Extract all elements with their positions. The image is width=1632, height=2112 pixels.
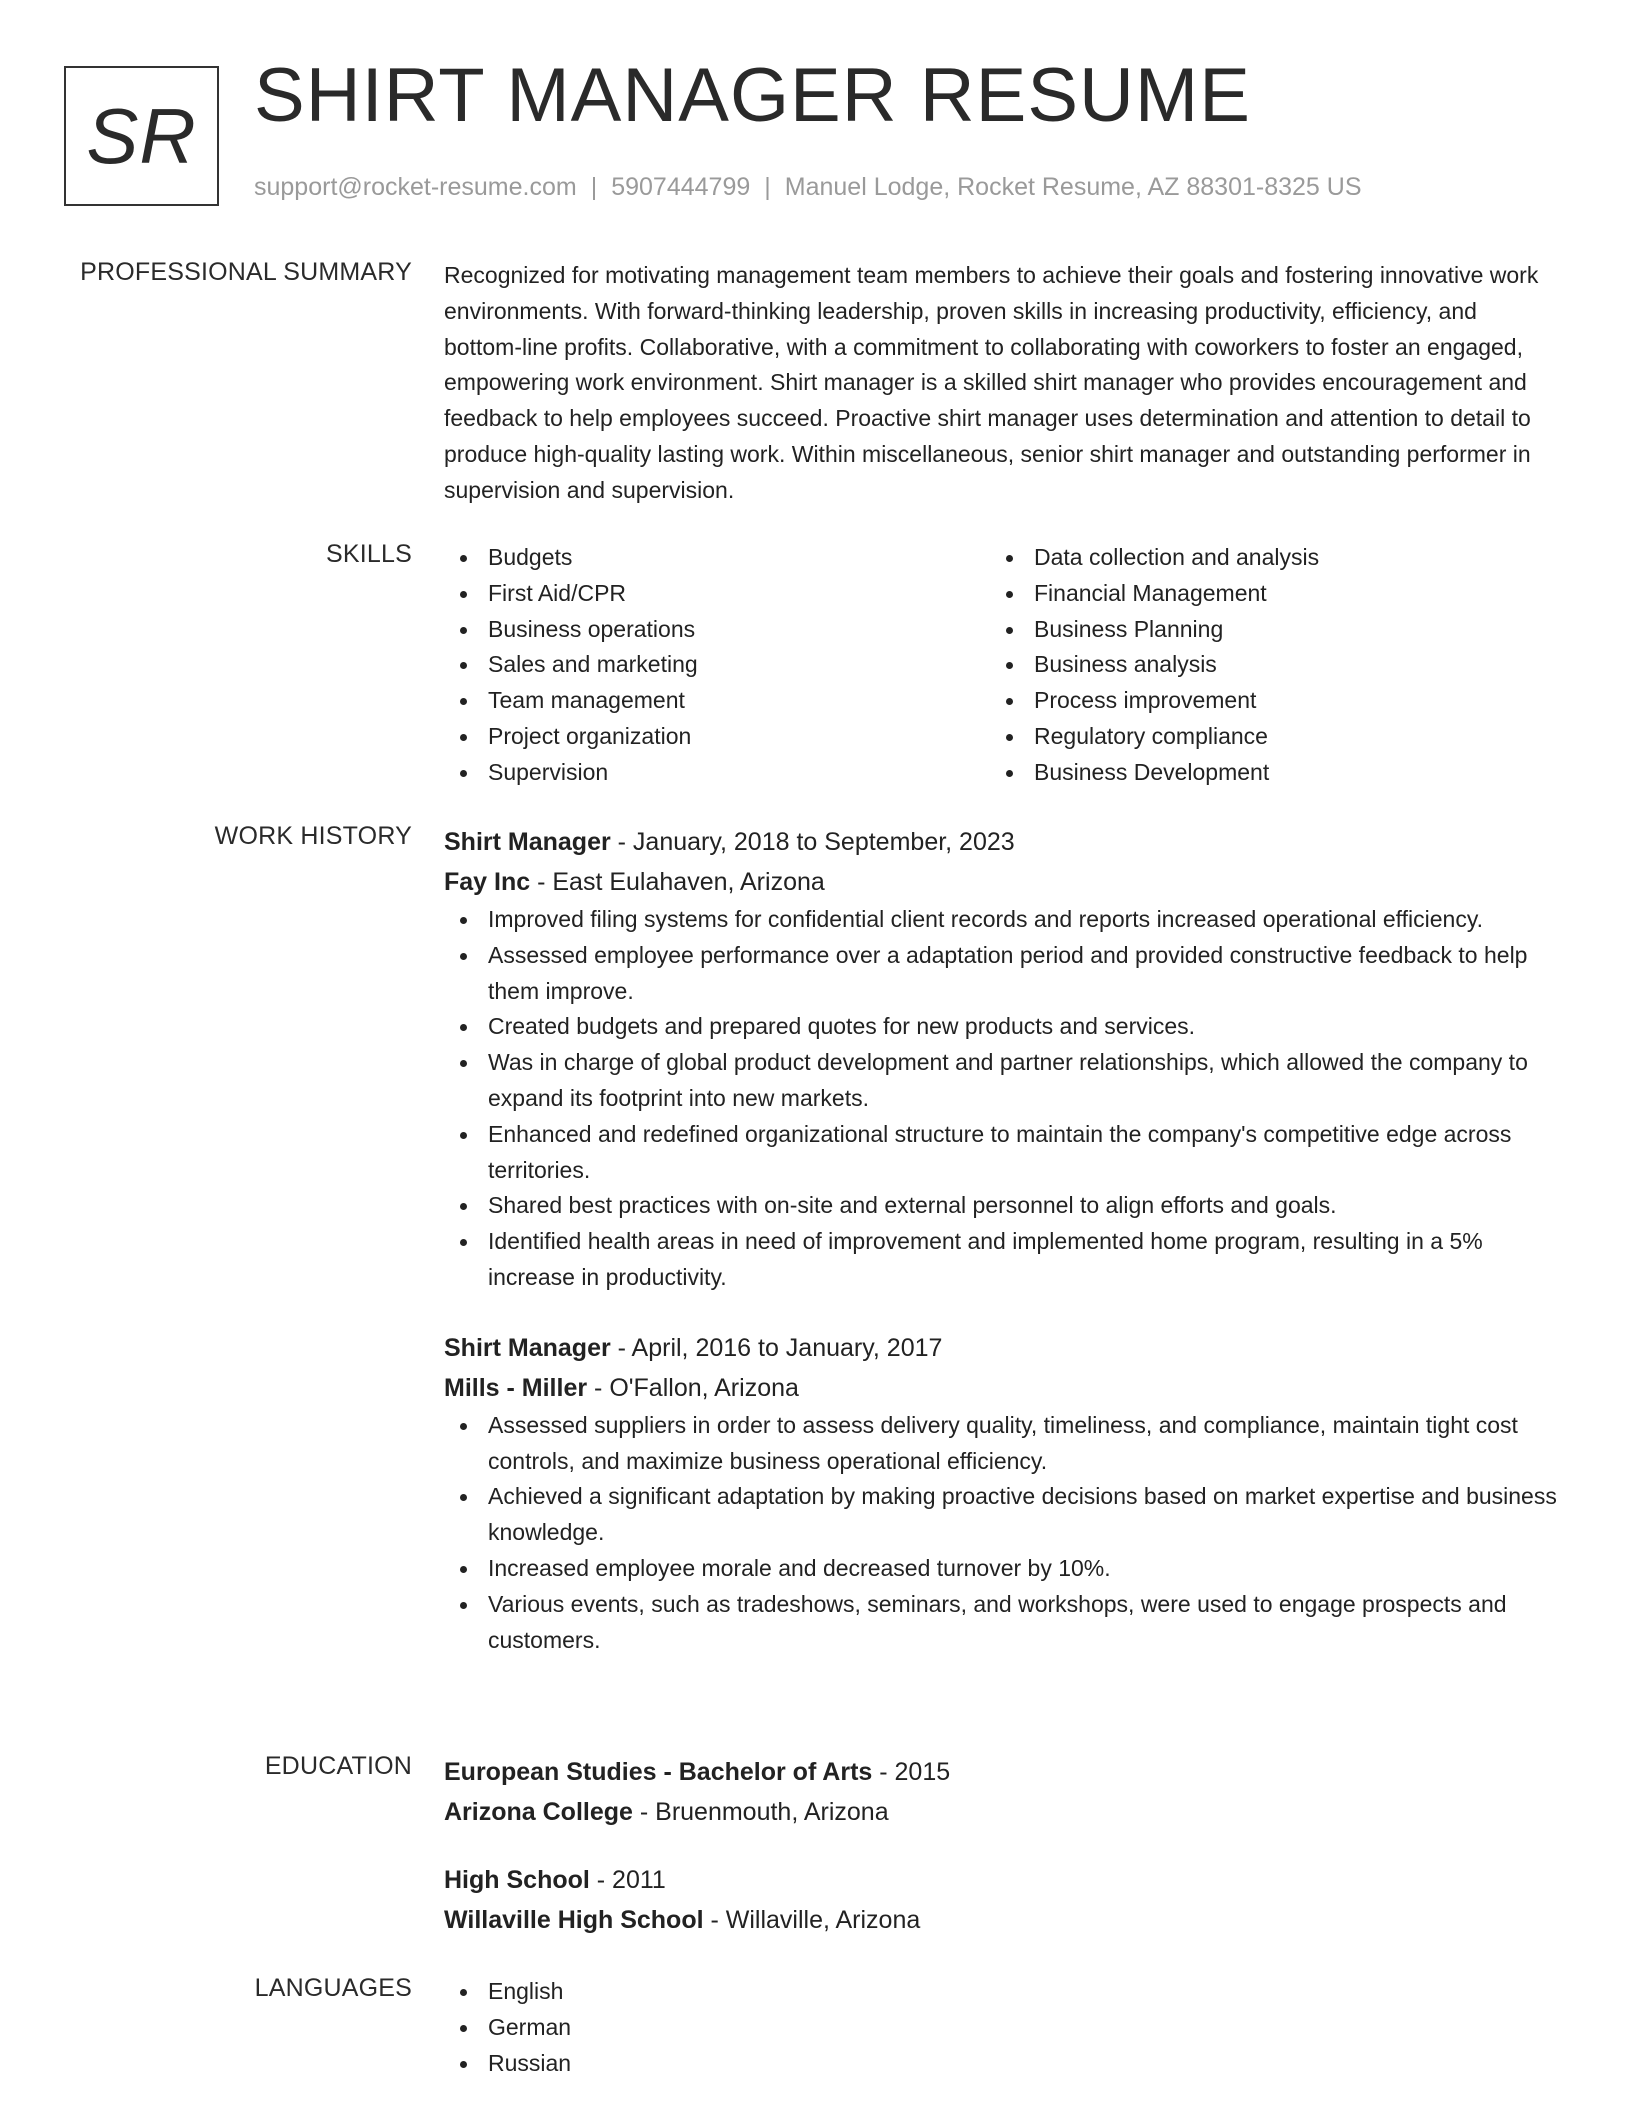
education-year: 2011 <box>612 1866 666 1894</box>
job-bullet: Enhanced and redefined organizational structure to maintain the company's competitive edge across territories. <box>444 1117 1559 1189</box>
skill-item: Financial Management <box>990 576 1536 612</box>
job-company: Mills - Miller <box>444 1373 588 1402</box>
contact-address: Manuel Lodge, Rocket Resume, AZ 88301-8325 US <box>784 173 1362 201</box>
education-school-line: Arizona College - Bruenmouth, Arizona <box>444 1798 889 1826</box>
job-title-line: Shirt Manager - January, 2018 to September, 2023 <box>444 828 1015 856</box>
job-dates: April, 2016 to January, 2017 <box>631 1333 943 1362</box>
language-item: German <box>444 2010 1559 2046</box>
language-item: Russian <box>444 2046 1559 2082</box>
education-school: Willaville High School <box>444 1906 704 1934</box>
skill-item: First Aid/CPR <box>444 576 990 612</box>
job-bullet: Was in charge of global product development and partner relationships, which allowed the company to expand its footprint into new markets. <box>444 1045 1559 1117</box>
skill-item: Data collection and analysis <box>990 540 1536 576</box>
job-role: Shirt Manager <box>444 1333 611 1362</box>
skill-item: Sales and marketing <box>444 647 990 683</box>
job-location: East Eulahaven, Arizona <box>552 868 825 896</box>
job-dates: January, 2018 to September, 2023 <box>632 828 1015 856</box>
languages-list <box>444 1974 1559 2081</box>
job-company-line: Fay Inc - East Eulahaven, Arizona <box>444 868 825 896</box>
skill-item: Team management <box>444 683 990 719</box>
job-bullet: Assessed suppliers in order to assess delivery quality, timeliness, and compliance, maintain tight cost controls, and maximize business operational efficiency. <box>444 1408 1559 1480</box>
education-location: Willaville, Arizona <box>725 1906 921 1934</box>
section-title-skills: SKILLS <box>326 540 412 568</box>
contact-separator: | <box>590 173 598 201</box>
job-bullet: Achieved a significant adaptation by making proactive decisions based on market expertise and business knowledge. <box>444 1479 1559 1551</box>
job-bullet: Shared best practices with on-site and external personnel to align efforts and goals. <box>444 1188 1559 1224</box>
job-bullet: Identified health areas in need of improvement and implemented home program, resulting in a 5% increase in productivity. <box>444 1224 1559 1296</box>
skill-item: Business operations <box>444 612 990 648</box>
section-title-education: EDUCATION <box>264 1752 412 1780</box>
language-item: English <box>444 1974 1559 2010</box>
education-degree: High School <box>444 1866 590 1894</box>
job-title-line: Shirt Manager - April, 2016 to January, 2017 <box>444 1333 943 1362</box>
education-school: Arizona College <box>444 1798 633 1826</box>
job-location: O'Fallon, Arizona <box>609 1373 799 1402</box>
education-entry <box>444 1752 1559 1832</box>
skill-item: Budgets <box>444 540 990 576</box>
contact-phone[interactable]: 5907444799 <box>611 173 751 201</box>
job-bullet: Increased employee morale and decreased turnover by 10%. <box>444 1551 1559 1587</box>
skills-list-right <box>990 540 1536 791</box>
job-company: Fay Inc <box>444 868 531 896</box>
education-entry <box>444 1860 1559 1940</box>
skill-item: Business Planning <box>990 612 1536 648</box>
skill-item: Process improvement <box>990 683 1536 719</box>
job-entry <box>444 822 1559 1296</box>
job-bullet: Created budgets and prepared quotes for new products and services. <box>444 1009 1559 1045</box>
job-bullets <box>444 1408 1559 1659</box>
job-entry <box>444 1328 1559 1659</box>
skill-item: Supervision <box>444 755 990 791</box>
skills-list-left <box>444 540 990 791</box>
contact-email[interactable]: support@rocket-resume.com <box>254 173 577 201</box>
skill-item: Regulatory compliance <box>990 719 1536 755</box>
job-bullet: Assessed employee performance over a adaptation period and provided constructive feedback to help them improve. <box>444 938 1559 1010</box>
education-degree: European Studies - Bachelor of Arts <box>444 1758 873 1786</box>
job-company-line: Mills - Miller - O'Fallon, Arizona <box>444 1373 799 1402</box>
education-location: Bruenmouth, Arizona <box>655 1798 889 1826</box>
job-bullet: Various events, such as tradeshows, seminars, and workshops, were used to engage prospects and customers. <box>444 1587 1559 1659</box>
contact-line <box>254 173 1362 202</box>
summary-text: Recognized for motivating management team members to achieve their goals and fostering innovative work environments. With forward-thinking leadership, proven skills in increasing productivity, efficiency, and bottom-line profits. Collaborative, with a commitment to collaborating with coworkers to foster an engaged, empowering work environment. Shirt manager is a skilled shirt manager who provides encouragement and feedback to help employees succeed. Proactive shirt manager uses determination and attention to detail to produce high-quality lasting work. Within miscellaneous, senior shirt manager and outstanding performer in supervision and supervision. <box>444 262 1539 503</box>
section-title-summary: PROFESSIONAL SUMMARY <box>80 258 412 286</box>
job-bullets <box>444 902 1559 1296</box>
resume-title: SHIRT MANAGER RESUME <box>254 53 1251 138</box>
education-year: 2015 <box>894 1758 951 1786</box>
education-school-line: Willaville High School - Willaville, Arizona <box>444 1906 921 1934</box>
skill-item: Business Development <box>990 755 1536 791</box>
contact-separator: | <box>764 173 771 201</box>
job-bullet: Improved filing systems for confidential client records and reports increased operational efficiency. <box>444 902 1559 938</box>
job-role: Shirt Manager <box>444 828 611 856</box>
skill-item: Business analysis <box>990 647 1536 683</box>
education-degree-line: European Studies - Bachelor of Arts - 2015 <box>444 1758 951 1786</box>
section-title-languages: LANGUAGES <box>254 1974 412 2002</box>
skill-item: Project organization <box>444 719 990 755</box>
section-title-work: WORK HISTORY <box>214 822 412 850</box>
education-degree-line: High School - 2011 <box>444 1866 666 1894</box>
monogram-logo: SR <box>64 66 219 206</box>
